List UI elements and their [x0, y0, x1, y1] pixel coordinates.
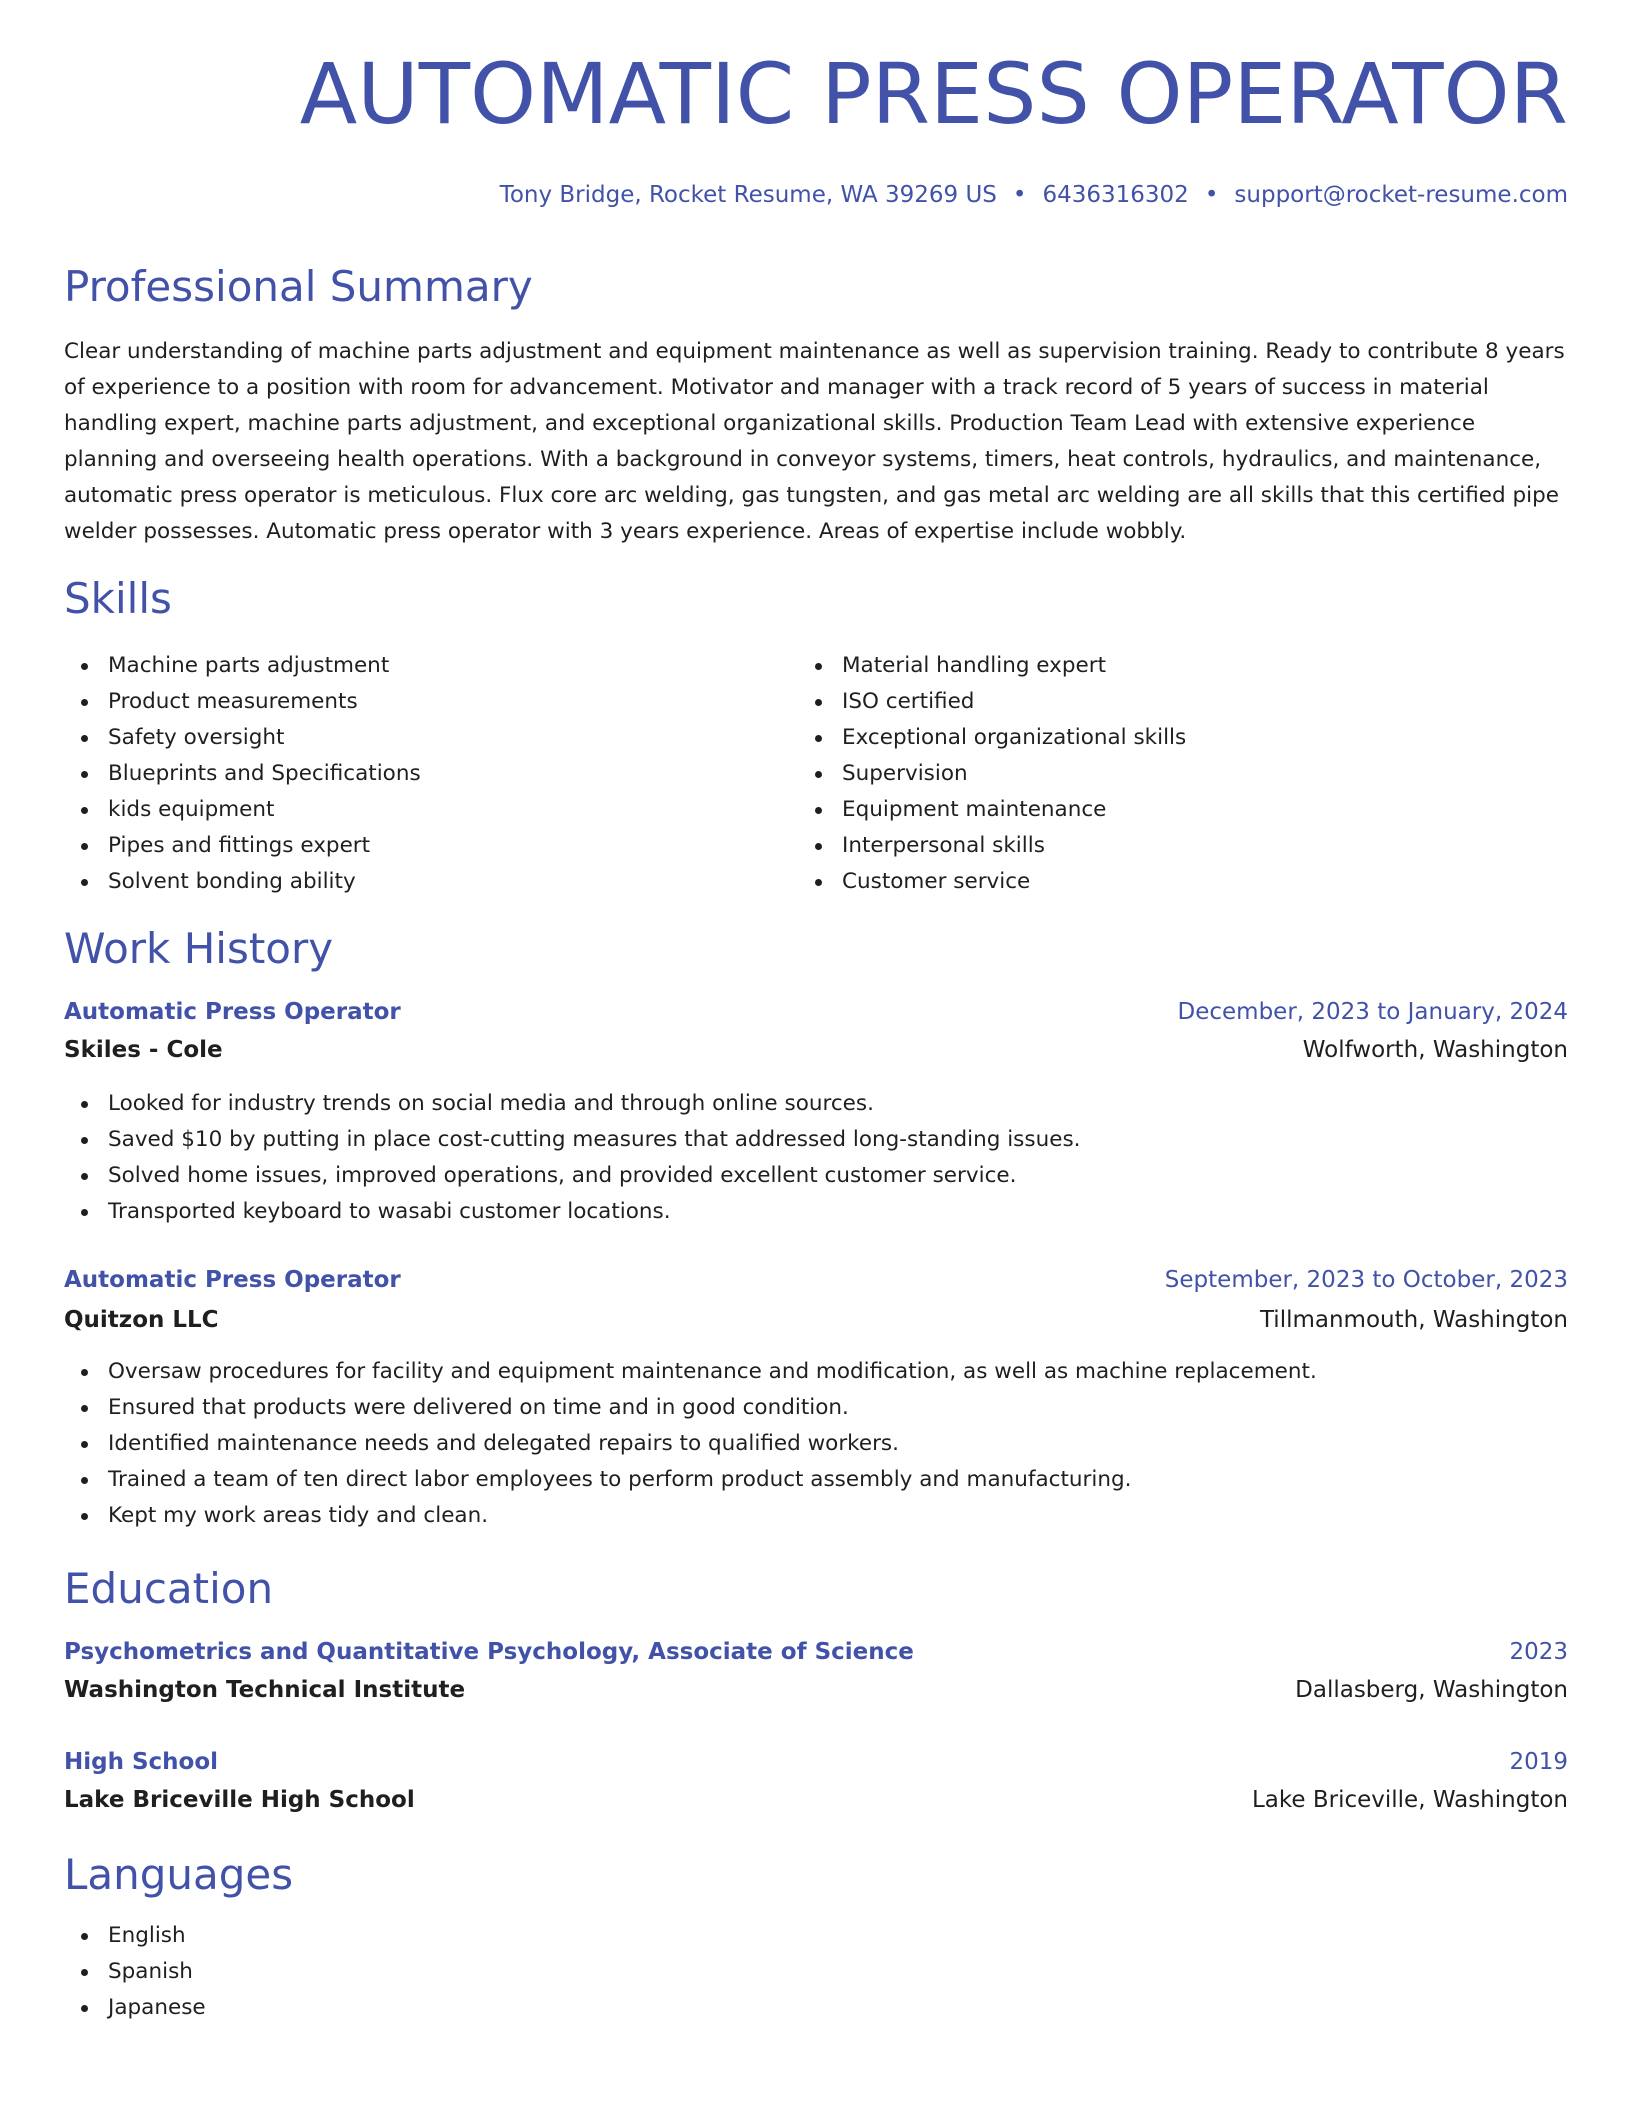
job-duty: Kept my work areas tidy and clean.: [64, 1498, 1568, 1534]
job-duty: Transported keyboard to wasabi customer locations.: [64, 1194, 1568, 1230]
education-school: Lake Briceville High School: [64, 1787, 415, 1813]
job-duty: Saved $10 by putting in place cost-cutting measures that addressed long-standing issues.: [64, 1122, 1568, 1158]
skill-item: Equipment maintenance: [798, 792, 1498, 828]
skill-item: Safety oversight: [64, 720, 764, 756]
job-duties: [64, 1354, 1568, 1534]
resume-title: AUTOMATIC PRESS OPERATOR: [299, 45, 1568, 143]
contact-address: Tony Bridge, Rocket Resume, WA 39269 US: [499, 182, 997, 208]
job-company: Skiles - Cole: [64, 1037, 223, 1063]
job-subheader: [64, 1302, 1568, 1338]
job-header: [64, 1262, 1568, 1298]
contact-email: support@rocket-resume.com: [1234, 182, 1568, 208]
job-duty: Looked for industry trends on social media and through online sources.: [64, 1086, 1568, 1122]
contact-phone: 6436316302: [1042, 182, 1189, 208]
job-location: Tillmanmouth, Washington: [1259, 1307, 1568, 1333]
job-header: [64, 994, 1568, 1030]
skills-column-left: [64, 648, 764, 900]
job-dates: September, 2023 to October, 2023: [1164, 1267, 1568, 1293]
education-header: [64, 1744, 1568, 1780]
skill-item: ISO certified: [798, 684, 1498, 720]
job-duty: Trained a team of ten direct labor employees to perform product assembly and manufacturing.: [64, 1462, 1568, 1498]
job-duties: [64, 1086, 1568, 1230]
language-item: Japanese: [64, 1990, 1568, 2026]
skills-heading: Skills: [64, 574, 172, 623]
education-location: Lake Briceville, Washington: [1251, 1787, 1568, 1813]
education-degree: Psychometrics and Quantitative Psychology, Associate of Science: [64, 1639, 914, 1665]
job-role: Automatic Press Operator: [64, 1267, 401, 1293]
summary-text: Clear understanding of machine parts adjustment and equipment maintenance as well as supervision training. Ready to contribute 8 years of experience to a position with room for advancement. Motivator and manager with a track record of 5 years of success in material handling expert, machine parts adjustment, and exceptional organizational skills. Production Team Lead with extensive experience planning and overseeing health operations. With a background in conveyor systems, timers, heat controls, hydraulics, and maintenance, automatic press operator is meticulous. Flux core arc welding, gas tungsten, and gas metal arc welding are all skills that this certified pipe welder possesses. Automatic press operator with 3 years experience. Areas of expertise include wobbly.: [64, 339, 1565, 544]
job-dates: December, 2023 to January, 2024: [1177, 999, 1568, 1025]
education-degree: High School: [64, 1749, 219, 1775]
education-header: [64, 1634, 1568, 1670]
education-location: Dallasberg, Washington: [1295, 1677, 1568, 1703]
skill-item: kids equipment: [64, 792, 764, 828]
skill-item: Material handling expert: [798, 648, 1498, 684]
education-heading: Education: [64, 1564, 274, 1613]
languages-heading: Languages: [64, 1850, 294, 1899]
job-duty: Oversaw procedures for facility and equipment maintenance and modification, as well as machine replacement.: [64, 1354, 1568, 1390]
job-subheader: [64, 1032, 1568, 1068]
job-role: Automatic Press Operator: [64, 999, 401, 1025]
education-subheader: [64, 1672, 1568, 1708]
job-duty: Solved home issues, improved operations, and provided excellent customer service.: [64, 1158, 1568, 1194]
education-school: Washington Technical Institute: [64, 1677, 466, 1703]
skill-item: Solvent bonding ability: [64, 864, 764, 900]
summary-heading: Professional Summary: [64, 262, 533, 311]
job-location: Wolfworth, Washington: [1302, 1037, 1568, 1063]
languages-list: [64, 1918, 1568, 2026]
contact-separator: •: [1204, 182, 1219, 208]
language-item: English: [64, 1918, 1568, 1954]
language-item: Spanish: [64, 1954, 1568, 1990]
skill-item: Blueprints and Specifications: [64, 756, 764, 792]
skills-column-right: [798, 648, 1498, 900]
skill-item: Pipes and fittings expert: [64, 828, 764, 864]
skill-item: Machine parts adjustment: [64, 648, 764, 684]
skill-item: Product measurements: [64, 684, 764, 720]
job-duty: Identified maintenance needs and delegated repairs to qualified workers.: [64, 1426, 1568, 1462]
skill-item: Exceptional organizational skills: [798, 720, 1498, 756]
work-heading: Work History: [64, 924, 334, 973]
skill-item: Interpersonal skills: [798, 828, 1498, 864]
education-subheader: [64, 1782, 1568, 1818]
education-year: 2019: [1509, 1749, 1568, 1775]
job-company: Quitzon LLC: [64, 1307, 219, 1333]
contact-line: [500, 182, 1568, 208]
job-duty: Ensured that products were delivered on time and in good condition.: [64, 1390, 1568, 1426]
contact-separator: •: [1012, 182, 1027, 208]
skill-item: Supervision: [798, 756, 1498, 792]
skill-item: Customer service: [798, 864, 1498, 900]
education-year: 2023: [1509, 1639, 1568, 1665]
